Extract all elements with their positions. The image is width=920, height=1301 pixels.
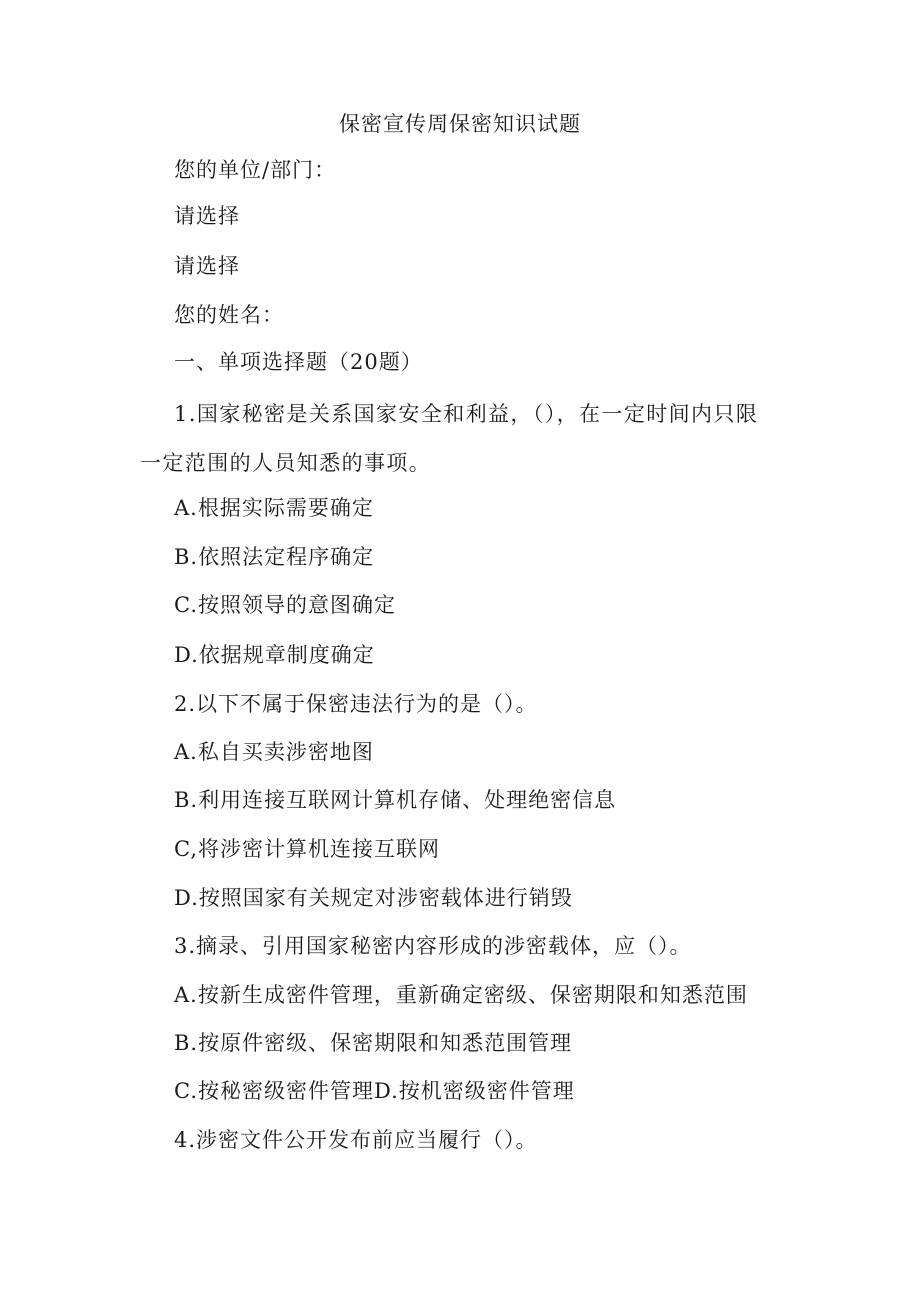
question-1-option-a: A.根据实际需要确定 [174, 496, 374, 520]
question-1-option-b: B.依照法定程序确定 [174, 545, 375, 569]
unit-label: 您的单位/部门： [174, 158, 337, 182]
question-1-stem: 1.国家秘密是关系国家安全和利益，（），在一定时间内只限一定范围的人员知悉的事项。 [140, 402, 759, 475]
question-2-option-b: B.利用连接互联网计算机存储、处理绝密信息 [174, 788, 617, 812]
question-2-option-d: D.按照国家有关规定对涉密载体进行销毁 [174, 886, 573, 910]
question-3-option-a: A.按新生成密件管理，重新确定密级、保密期限和知悉范围 [174, 983, 748, 1007]
question-2-stem: 2.以下不属于保密违法行为的是（）。 [174, 692, 538, 716]
department-select-placeholder: 请选择 [174, 254, 240, 278]
question-2-option-c: C,将涉密计算机连接互联网 [174, 837, 440, 861]
unit-select-placeholder: 请选择 [174, 204, 240, 228]
question-3-option-b: B.按原件密级、保密期限和知悉范围管理 [174, 1031, 573, 1055]
question-1-option-c: C.按照领导的意图确定 [174, 593, 396, 617]
name-label: 您的姓名： [174, 303, 284, 327]
question-4-stem: 4.涉密文件公开发布前应当履行（）。 [174, 1128, 538, 1152]
section-heading: 一、单项选择题（20题） [174, 350, 423, 374]
question-1-option-d: D.依据规章制度确定 [174, 643, 375, 667]
question-3-option-cd: C.按秘密级密件管理D.按机密级密件管理 [174, 1079, 575, 1103]
question-3-stem: 3.摘录、引用国家秘密内容形成的涉密载体，应（）。 [174, 934, 692, 958]
document-title: 保密宣传周保密知识试题 [339, 112, 581, 136]
question-2-option-a: A.私自买卖涉密地图 [174, 740, 374, 764]
